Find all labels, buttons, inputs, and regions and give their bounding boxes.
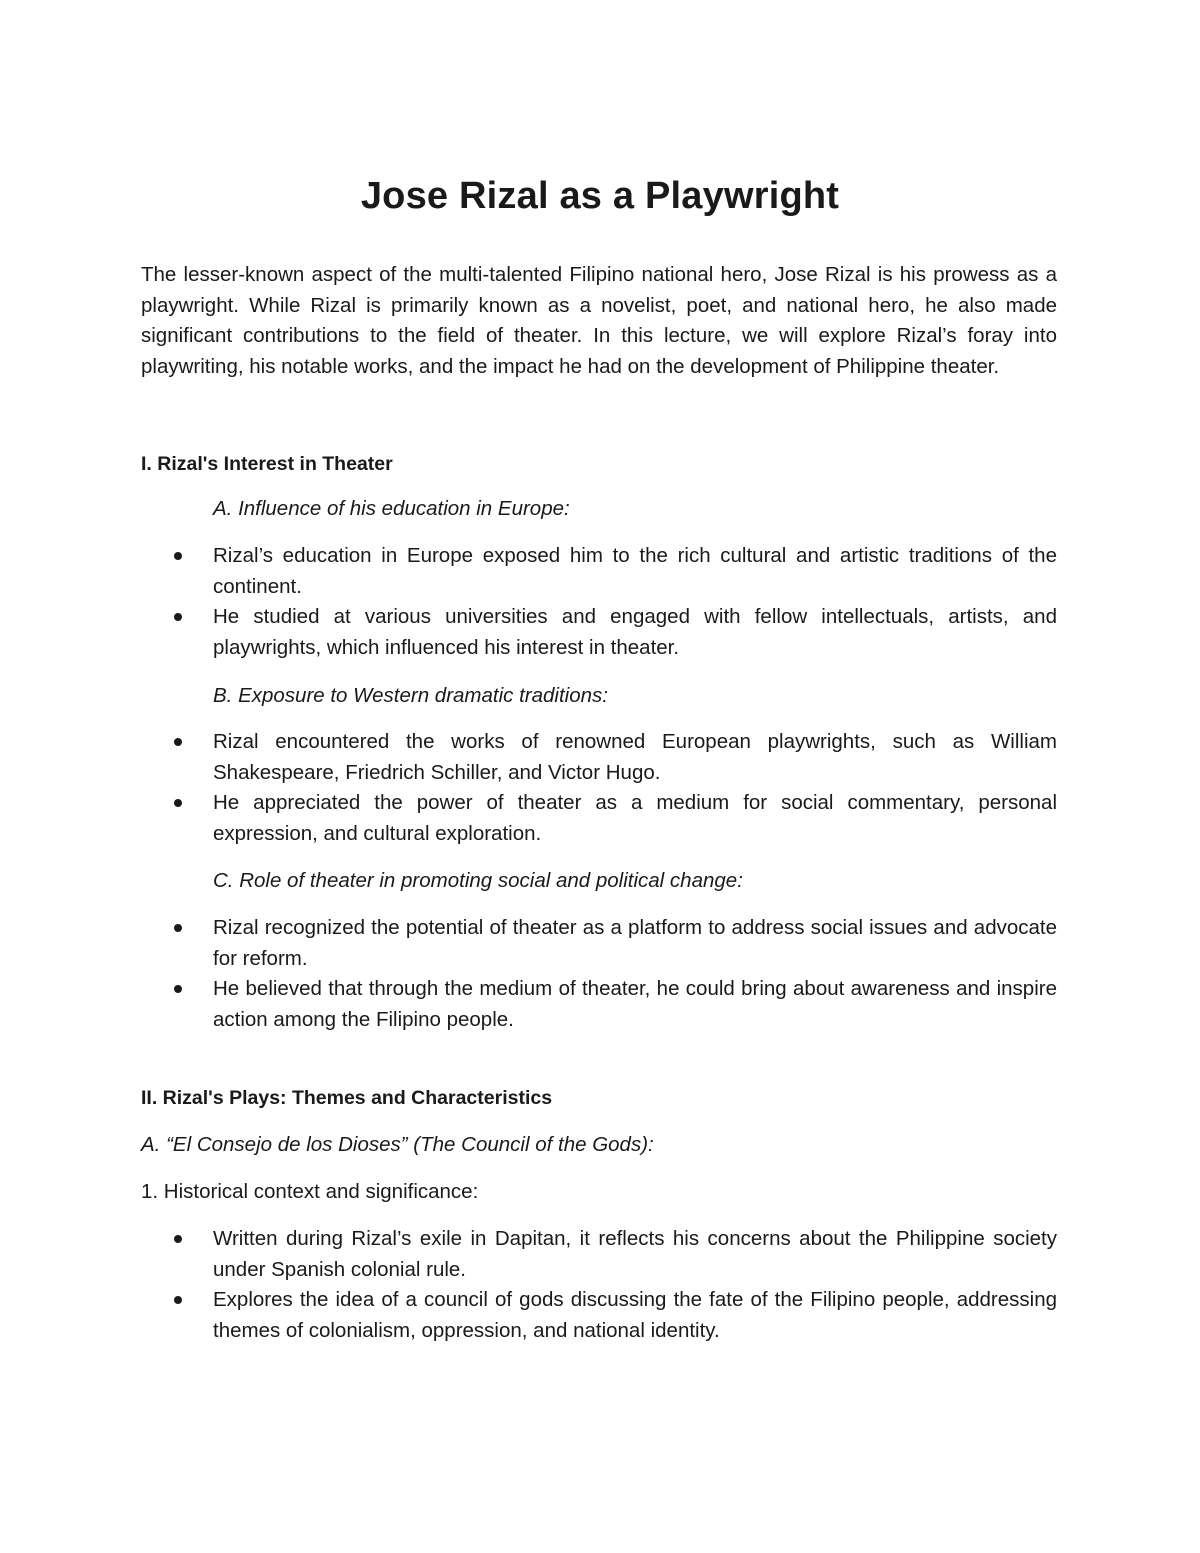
bullet-icon	[174, 552, 182, 560]
intro-paragraph: The lesser-known aspect of the multi-talented Filipino national hero, Jose Rizal is his prowess as a playwright. While Rizal is primarily known as a novelist, poet, and national hero, he also made significant contributions to the field of theater. In this lecture, we will explore Rizal’s foray into playwriting, his notable works, and the impact he had on the development of Philippine theater.	[141, 263, 1057, 378]
section-2-heading: II. Rizal's Plays: Themes and Characteristics	[141, 1087, 553, 1109]
section-1-sub-b-list	[141, 727, 1057, 849]
bullet-icon	[174, 924, 182, 932]
section-1-sub-a-list	[141, 541, 1057, 663]
list-item: He studied at various universities and engaged with fellow intellectuals, artists, and playwrights, which influenced his interest in theater.	[141, 602, 1057, 663]
list-item: Written during Rizal’s exile in Dapitan, it reflects his concerns about the Philippine society under Spanish colonial rule.	[141, 1224, 1057, 1285]
bullet-icon	[174, 1235, 182, 1243]
section-1-sub-c: C. Role of theater in promoting social and political change:	[213, 869, 743, 892]
section-1-heading: I. Rizal's Interest in Theater	[141, 453, 393, 475]
bullet-icon	[174, 799, 182, 807]
list-item: He appreciated the power of theater as a medium for social commentary, personal expression, and cultural exploration.	[141, 788, 1057, 849]
list-item: Rizal’s education in Europe exposed him to the rich cultural and artistic traditions of the continent.	[141, 541, 1057, 602]
section-2-sub-a: A. “El Consejo de los Dioses” (The Council of the Gods):	[141, 1133, 654, 1156]
list-item: Rizal recognized the potential of theater as a platform to address social issues and advocate for reform.	[141, 913, 1057, 974]
section-1-sub-a: A. Influence of his education in Europe:	[213, 497, 570, 520]
bullet-icon	[174, 613, 182, 621]
list-item: He believed that through the medium of theater, he could bring about awareness and inspire action among the Filipino people.	[141, 974, 1057, 1035]
list-item: Rizal encountered the works of renowned European playwrights, such as William Shakespeare, Friedrich Schiller, and Victor Hugo.	[141, 727, 1057, 788]
bullet-icon	[174, 985, 182, 993]
section-1-sub-b: B. Exposure to Western dramatic traditions:	[213, 684, 608, 707]
section-1-sub-c-list	[141, 913, 1057, 1035]
section-2-item-1: 1. Historical context and significance:	[141, 1180, 479, 1203]
list-item: Explores the idea of a council of gods discussing the fate of the Filipino people, addressing themes of colonialism, oppression, and national identity.	[141, 1285, 1057, 1346]
section-2-list	[141, 1224, 1057, 1346]
page-title: Jose Rizal as a Playwright	[360, 175, 840, 218]
bullet-icon	[174, 1296, 182, 1304]
bullet-icon	[174, 738, 182, 746]
